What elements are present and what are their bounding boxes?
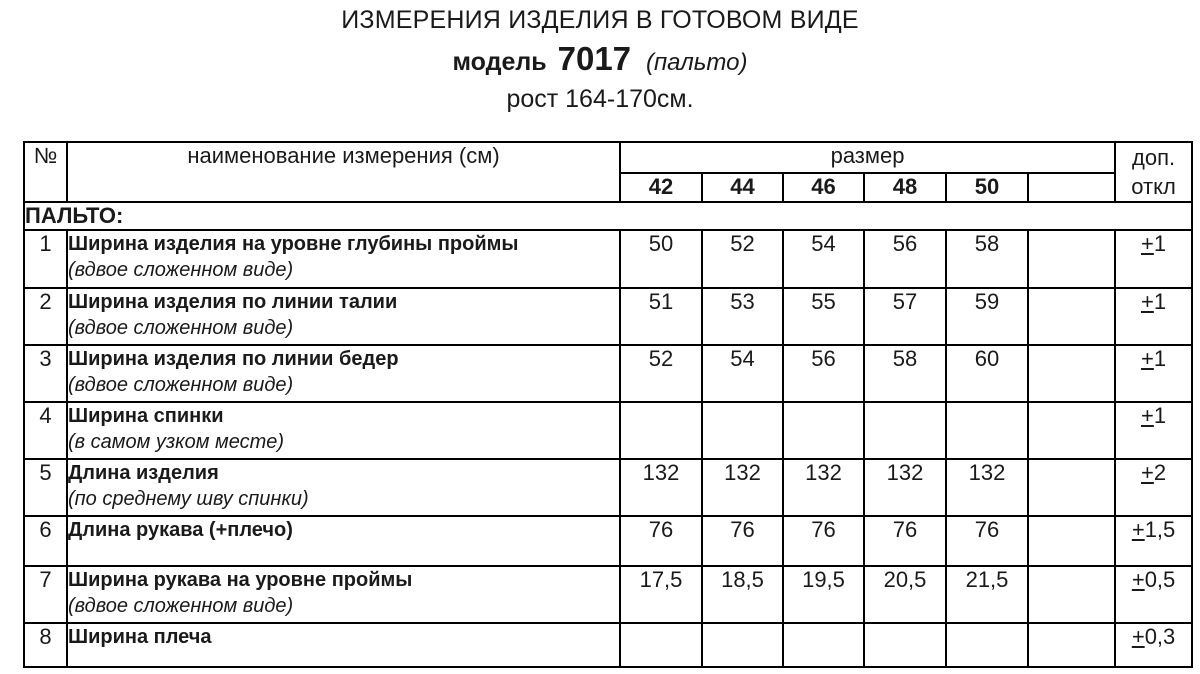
section-row <box>24 202 1192 230</box>
measurement-name: Длина изделия <box>68 462 219 484</box>
size-value-cell <box>1028 623 1115 667</box>
tolerance-value: 2 <box>1153 460 1167 485</box>
tolerance-value: 0,3 <box>1144 624 1176 649</box>
measurement-name: Ширина изделия на уровне глубины проймы <box>68 233 519 255</box>
table-row <box>24 288 1192 345</box>
size-value-cell: 20,5 <box>864 566 946 623</box>
row-number: 3 <box>24 345 67 402</box>
size-header-cell <box>1028 173 1115 202</box>
measurement-name: Ширина плеча <box>68 626 212 648</box>
measurement-note: (вдвое сложенном виде) <box>68 317 294 339</box>
row-number: 4 <box>24 402 67 459</box>
tolerance-cell <box>1115 623 1192 667</box>
row-number: 8 <box>24 623 67 667</box>
size-value-cell <box>1028 345 1115 402</box>
measurement-name: Длина рукава (+плечо) <box>68 519 293 541</box>
table-row <box>24 402 1192 459</box>
size-value-cell <box>1028 459 1115 516</box>
plus-minus-sign: + <box>1131 567 1145 592</box>
size-value-cell <box>620 623 702 667</box>
size-value-cell <box>702 623 783 667</box>
model-number: 7017 <box>557 40 632 77</box>
column-header-tolerance <box>1115 142 1192 202</box>
size-value-cell: 59 <box>946 288 1028 345</box>
size-value-cell: 18,5 <box>702 566 783 623</box>
tolerance-header-line1: доп. <box>1132 145 1176 170</box>
tolerance-header-line2: откл <box>1131 174 1176 199</box>
size-value-cell: 17,5 <box>620 566 702 623</box>
plus-minus-sign: + <box>1141 346 1154 371</box>
measurement-note: (в самом узком месте) <box>68 431 285 453</box>
size-value-cell: 60 <box>946 345 1028 402</box>
measurement-name-cell <box>67 402 620 459</box>
measurement-name-cell <box>67 516 620 566</box>
size-value-cell: 132 <box>946 459 1028 516</box>
plus-minus-sign: + <box>1141 460 1154 485</box>
size-header-cell: 46 <box>783 173 864 202</box>
measurement-note: (вдвое сложенном виде) <box>68 259 294 281</box>
size-value-cell: 132 <box>702 459 783 516</box>
measurement-note: (вдвое сложенном виде) <box>68 595 294 617</box>
size-value-cell <box>864 402 946 459</box>
size-value-cell <box>620 402 702 459</box>
size-value-cell: 76 <box>620 516 702 566</box>
size-header-cell: 48 <box>864 173 946 202</box>
size-value-cell: 132 <box>864 459 946 516</box>
size-value-cell: 52 <box>702 230 783 288</box>
document-title: ИЗМЕРЕНИЯ ИЗДЕЛИЯ В ГОТОВОМ ВИДЕ <box>341 6 859 34</box>
size-value-cell <box>783 402 864 459</box>
table-row <box>24 516 1192 566</box>
garment-type: (пальто) <box>645 49 748 76</box>
tolerance-value: 1 <box>1153 289 1167 314</box>
tolerance-cell <box>1115 345 1192 402</box>
column-header-number: № <box>24 142 67 202</box>
measurement-name: Ширина рукава на уровне проймы <box>68 569 413 591</box>
plus-minus-sign: + <box>1141 289 1154 314</box>
size-value-cell <box>1028 230 1115 288</box>
size-value-cell: 51 <box>620 288 702 345</box>
size-value-cell: 53 <box>702 288 783 345</box>
tolerance-cell <box>1115 516 1192 566</box>
size-value-cell: 76 <box>946 516 1028 566</box>
model-label: модель <box>452 48 547 76</box>
size-value-cell <box>1028 566 1115 623</box>
measurement-name-cell <box>67 345 620 402</box>
tolerance-cell <box>1115 566 1192 623</box>
column-header-name: наименование измерения (см) <box>67 142 620 202</box>
measurement-name-cell <box>67 566 620 623</box>
measurement-name: Ширина спинки <box>68 405 224 427</box>
section-title: ПАЛЬТО: <box>24 202 1192 230</box>
plus-minus-sign: + <box>1141 403 1154 428</box>
size-value-cell <box>946 623 1028 667</box>
size-value-cell: 132 <box>783 459 864 516</box>
size-value-cell: 55 <box>783 288 864 345</box>
size-value-cell: 57 <box>864 288 946 345</box>
size-value-cell: 76 <box>702 516 783 566</box>
plus-minus-sign: + <box>1131 624 1145 649</box>
size-value-cell: 132 <box>620 459 702 516</box>
tolerance-cell <box>1115 230 1192 288</box>
model-line <box>0 40 1200 78</box>
size-value-cell <box>1028 516 1115 566</box>
table-row <box>24 459 1192 516</box>
table-row <box>24 345 1192 402</box>
measurement-name-cell <box>67 230 620 288</box>
size-value-cell <box>946 402 1028 459</box>
row-number: 6 <box>24 516 67 566</box>
plus-minus-sign: + <box>1131 517 1145 542</box>
size-header-cell: 44 <box>702 173 783 202</box>
size-value-cell: 76 <box>864 516 946 566</box>
tolerance-value: 1 <box>1153 231 1167 256</box>
table-row <box>24 566 1192 623</box>
size-header-cell: 50 <box>946 173 1028 202</box>
column-header-size: размер <box>620 142 1115 173</box>
size-value-cell: 76 <box>783 516 864 566</box>
size-value-cell: 56 <box>864 230 946 288</box>
header-row <box>24 142 1192 173</box>
plus-minus-sign: + <box>1141 231 1154 256</box>
measurement-name-cell <box>67 288 620 345</box>
tolerance-cell <box>1115 402 1192 459</box>
size-value-cell: 19,5 <box>783 566 864 623</box>
tolerance-cell <box>1115 288 1192 345</box>
height-range: рост 164-170см. <box>506 85 694 113</box>
size-value-cell: 58 <box>946 230 1028 288</box>
tolerance-value: 0,5 <box>1144 567 1176 592</box>
row-number: 5 <box>24 459 67 516</box>
size-value-cell: 54 <box>783 230 864 288</box>
measurement-name: Ширина изделия по линии бедер <box>68 348 399 370</box>
tolerance-value: 1,5 <box>1144 517 1176 542</box>
size-value-cell: 58 <box>864 345 946 402</box>
tolerance-value: 1 <box>1153 403 1167 428</box>
size-value-cell: 54 <box>702 345 783 402</box>
size-value-cell <box>864 623 946 667</box>
measurement-name: Ширина изделия по линии талии <box>68 291 398 313</box>
size-value-cell <box>1028 402 1115 459</box>
size-value-cell: 50 <box>620 230 702 288</box>
tolerance-value: 1 <box>1153 346 1167 371</box>
measurement-note: (по среднему шву спинки) <box>68 488 309 510</box>
measurement-note: (вдвое сложенном виде) <box>68 374 294 396</box>
size-value-cell: 21,5 <box>946 566 1028 623</box>
table-row <box>24 230 1192 288</box>
table-row <box>24 623 1192 667</box>
measurement-name-cell <box>67 459 620 516</box>
row-number: 1 <box>24 230 67 288</box>
size-value-cell: 52 <box>620 345 702 402</box>
size-value-cell: 56 <box>783 345 864 402</box>
size-value-cell <box>783 623 864 667</box>
size-value-cell <box>1028 288 1115 345</box>
measurement-name-cell <box>67 623 620 667</box>
tolerance-cell <box>1115 459 1192 516</box>
row-number: 7 <box>24 566 67 623</box>
size-value-cell <box>702 402 783 459</box>
row-number: 2 <box>24 288 67 345</box>
size-header-cell: 42 <box>620 173 702 202</box>
measurements-table <box>23 141 1193 668</box>
